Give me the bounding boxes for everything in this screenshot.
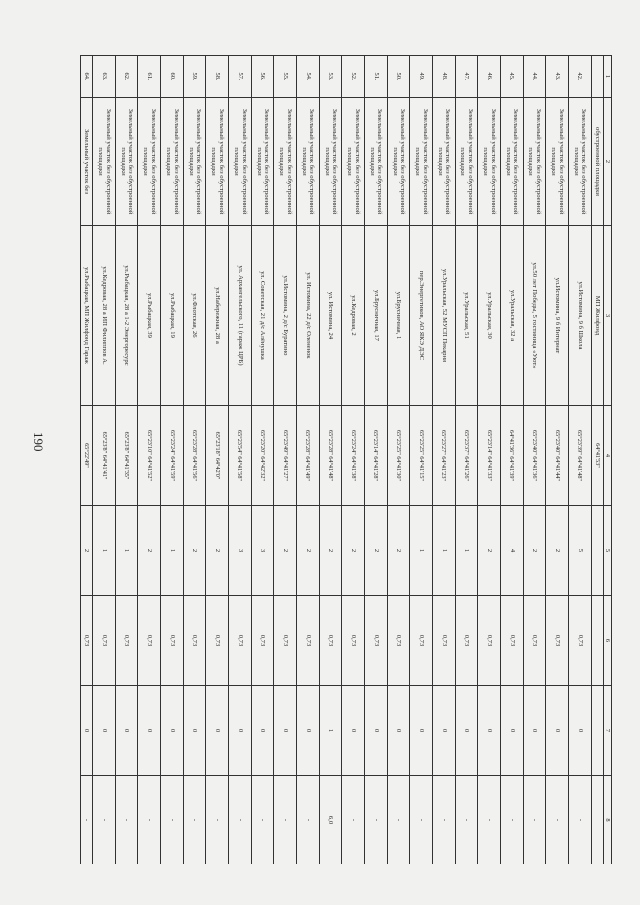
site-type-cell: Земельный участок без обустроенной площадки: [546, 98, 569, 226]
extra-container-count-cell: 0: [546, 686, 569, 776]
container-count-cell: 4: [500, 506, 523, 596]
table-row: [433, 56, 456, 865]
site-address-cell: пер.Энергетиков, АО ЯКЭ ДЭС: [410, 226, 433, 406]
row-number-cell: 55.: [274, 56, 297, 98]
table-row: [319, 56, 342, 865]
container-count-cell: 2: [365, 506, 388, 596]
site-type-cell: Земельный участок без обустроенной площадки: [297, 98, 320, 226]
extra-container-count-cell: 0: [433, 686, 456, 776]
registry-table: [80, 55, 612, 864]
container-volume-cell: 0,73: [251, 596, 274, 686]
registry-table-frame: [80, 55, 612, 864]
row-number-cell: 62.: [115, 56, 138, 98]
site-address-cell: ул.Флотская, 26: [183, 226, 206, 406]
row-number-cell: 57.: [229, 56, 252, 98]
site-address-cell: ул. Истомина, 24: [319, 226, 342, 406]
site-address-cell: ул.Уральская, 30: [478, 226, 501, 406]
extra-container-volume-cell: -: [81, 776, 93, 865]
container-count-cell: 2: [138, 506, 161, 596]
container-count-cell: 3: [229, 506, 252, 596]
container-volume-cell: 0,73: [297, 596, 320, 686]
container-count-cell: 2: [319, 506, 342, 596]
site-type-cell: Земельный участок без обустроенной площадки: [568, 98, 591, 226]
row-number-cell: 47.: [455, 56, 478, 98]
extra-container-volume-cell: -: [206, 776, 229, 865]
container-volume-cell: 0,73: [274, 596, 297, 686]
table-row: [478, 56, 501, 865]
extra-container-volume-cell: -: [115, 776, 138, 865]
coordinates-cell: 65°23'14" 64°41'28": [365, 406, 388, 506]
table-row: [161, 56, 184, 865]
extra-container-count-cell: 0: [568, 686, 591, 776]
extra-container-count-cell: 1: [319, 686, 342, 776]
row-number-cell: 53.: [319, 56, 342, 98]
container-volume-cell: 0,73: [500, 596, 523, 686]
site-type-cell: Земельный участок без: [81, 98, 93, 226]
container-count-cell: 2: [206, 506, 229, 596]
registry-table-rotated: [80, 55, 612, 864]
row-number-cell: 44.: [523, 56, 546, 98]
site-address-cell: МП Жилфонд: [591, 226, 603, 406]
coordinates-cell: 65°23'8" 64°41'41": [93, 406, 116, 506]
site-address-cell: ул.Набережная, 28 а: [206, 226, 229, 406]
coordinates-cell: 65°23'39" 64°41'48": [568, 406, 591, 506]
container-count-cell: 2: [274, 506, 297, 596]
extra-container-count-cell: 0: [500, 686, 523, 776]
site-type-cell: Земельный участок без обустроенной площадки: [523, 98, 546, 226]
extra-container-volume-cell: 6,0: [319, 776, 342, 865]
site-address-cell: ул.Брусничная, 17: [365, 226, 388, 406]
site-address-cell: ул. Советская, 21 д/с Алёнушка: [251, 226, 274, 406]
row-number-cell: 64.: [81, 56, 93, 98]
registry-body: [81, 56, 604, 865]
row-number-cell: [591, 56, 603, 98]
coordinates-cell: 65°23'18" 64°42'0": [206, 406, 229, 506]
extra-container-volume-cell: -: [342, 776, 365, 865]
extra-container-count-cell: 0: [206, 686, 229, 776]
container-count-cell: 1: [410, 506, 433, 596]
coordinates-cell: 65°23'25" 64°41'15": [410, 406, 433, 506]
container-volume-cell: 0,73: [410, 596, 433, 686]
container-count-cell: 1: [93, 506, 116, 596]
header-col-2: 2: [603, 98, 611, 226]
extra-container-volume-cell: -: [297, 776, 320, 865]
extra-container-volume-cell: -: [523, 776, 546, 865]
header-col-3: 3: [603, 226, 611, 406]
site-type-cell: Земельный участок без обустроенной площадки: [342, 98, 365, 226]
table-row: [410, 56, 433, 865]
container-count-cell: 1: [115, 506, 138, 596]
site-type-cell: Земельный участок без обустроенной площадки: [138, 98, 161, 226]
coordinates-cell: 64°41'36" 64°41'39": [500, 406, 523, 506]
table-row: [297, 56, 320, 865]
extra-container-volume-cell: -: [365, 776, 388, 865]
container-count-cell: 2: [297, 506, 320, 596]
container-volume-cell: 0,73: [478, 596, 501, 686]
extra-container-volume-cell: -: [568, 776, 591, 865]
coordinates-cell: 65°23'25" 64°41'30": [387, 406, 410, 506]
container-volume-cell: 0,73: [206, 596, 229, 686]
extra-container-count-cell: 0: [251, 686, 274, 776]
container-count-cell: 2: [183, 506, 206, 596]
site-address-cell: ул.50 лет Победы, 5 гостиница «Уют»: [523, 226, 546, 406]
extra-container-count-cell: 0: [410, 686, 433, 776]
extra-container-count-cell: 0: [138, 686, 161, 776]
coordinates-cell: 65°22'49": [81, 406, 93, 506]
site-address-cell: ул. Архангельского, 11 (гараж ЦРБ): [229, 226, 252, 406]
extra-container-count-cell: 0: [523, 686, 546, 776]
extra-container-volume-cell: -: [455, 776, 478, 865]
table-row: [138, 56, 161, 865]
site-address-cell: ул.Рыбацкая, МП Жилфонд Гараж: [81, 226, 93, 406]
container-volume-cell: 0,73: [93, 596, 116, 686]
extra-container-volume-cell: -: [478, 776, 501, 865]
extra-container-count-cell: 0: [478, 686, 501, 776]
site-type-cell: Земельный участок без обустроенной площадки: [319, 98, 342, 226]
header-col-5: 5: [603, 506, 611, 596]
row-number-cell: 60.: [161, 56, 184, 98]
extra-container-volume-cell: -: [387, 776, 410, 865]
table-row: [206, 56, 229, 865]
extra-container-count-cell: 0: [297, 686, 320, 776]
site-type-cell: Земельный участок без обустроенной площадки: [500, 98, 523, 226]
container-count-cell: [591, 506, 603, 596]
coordinates-cell: 65°23'20" 64°42'32": [251, 406, 274, 506]
container-count-cell: 2: [342, 506, 365, 596]
container-volume-cell: 0,73: [161, 596, 184, 686]
extra-container-volume-cell: -: [274, 776, 297, 865]
extra-container-volume-cell: -: [251, 776, 274, 865]
container-volume-cell: 0,73: [115, 596, 138, 686]
table-row: [546, 56, 569, 865]
row-number-cell: 59.: [183, 56, 206, 98]
coordinates-cell: 65°23'37" 64°41'26": [455, 406, 478, 506]
container-volume-cell: 0,73: [568, 596, 591, 686]
container-volume-cell: 0,73: [183, 596, 206, 686]
coordinates-cell: 65°23'14" 64°41'33": [478, 406, 501, 506]
container-count-cell: 1: [433, 506, 456, 596]
table-row: [183, 56, 206, 865]
extra-container-count-cell: 0: [81, 686, 93, 776]
container-count-cell: 1: [455, 506, 478, 596]
header-col-7: 7: [603, 686, 611, 776]
header-col-8: 8: [603, 776, 611, 865]
site-type-cell: Земельный участок без обустроенной площадки: [115, 98, 138, 226]
extra-container-count-cell: 0: [183, 686, 206, 776]
site-type-cell: Земельный участок без обустроенной площадки: [274, 98, 297, 226]
extra-container-volume-cell: -: [138, 776, 161, 865]
table-row: [455, 56, 478, 865]
site-type-cell: Земельный участок без обустроенной площадки: [183, 98, 206, 226]
row-number-cell: 43.: [546, 56, 569, 98]
row-number-cell: 48.: [433, 56, 456, 98]
table-row: [568, 56, 591, 865]
coordinates-cell: 65°23'40" 64°41'36": [523, 406, 546, 506]
container-volume-cell: 0,73: [365, 596, 388, 686]
site-address-cell: ул.Истомина, 9 б Школа: [568, 226, 591, 406]
extra-container-count-cell: 0: [229, 686, 252, 776]
container-volume-cell: 0,73: [523, 596, 546, 686]
coordinates-cell: 65°23'24" 64°41'38": [342, 406, 365, 506]
row-number-cell: 52.: [342, 56, 365, 98]
site-address-cell: ул.Брусничная, 1: [387, 226, 410, 406]
row-number-cell: 45.: [500, 56, 523, 98]
coordinates-cell: 65°23'28" 64°41'48": [319, 406, 342, 506]
container-volume-cell: 0,73: [455, 596, 478, 686]
extra-container-count-cell: 0: [387, 686, 410, 776]
extra-container-volume-cell: -: [410, 776, 433, 865]
row-number-cell: 46.: [478, 56, 501, 98]
extra-container-volume-cell: -: [183, 776, 206, 865]
extra-container-count-cell: 0: [342, 686, 365, 776]
container-volume-cell: 0,73: [387, 596, 410, 686]
site-address-cell: ул.Рыбацкая, 28 а 1-2 Энергоресурс: [115, 226, 138, 406]
site-type-cell: Земельный участок без обустроенной площадки: [161, 98, 184, 226]
extra-container-volume-cell: -: [500, 776, 523, 865]
table-row: [523, 56, 546, 865]
site-address-cell: ул.Уральская, 51: [455, 226, 478, 406]
site-type-cell: Земельный участок без обустроенной площадки: [410, 98, 433, 226]
container-count-cell: 2: [478, 506, 501, 596]
container-count-cell: 2: [546, 506, 569, 596]
site-type-cell: Земельный участок без обустроенной площадки: [387, 98, 410, 226]
extra-container-count-cell: 0: [93, 686, 116, 776]
row-number-cell: 50.: [387, 56, 410, 98]
site-type-cell: обустроенной площадки: [591, 98, 603, 226]
extra-container-count-cell: 0: [365, 686, 388, 776]
coordinates-cell: 65°23'49" 64°41'27": [274, 406, 297, 506]
header-col-6: 6: [603, 596, 611, 686]
extra-container-count-cell: 0: [274, 686, 297, 776]
row-number-cell: 51.: [365, 56, 388, 98]
container-count-cell: 1: [161, 506, 184, 596]
extra-container-volume-cell: -: [161, 776, 184, 865]
container-volume-cell: [591, 596, 603, 686]
container-volume-cell: 0,73: [433, 596, 456, 686]
coordinates-cell: 65°23'10" 64°41'52": [138, 406, 161, 506]
site-type-cell: Земельный участок без обустроенной площадки: [93, 98, 116, 226]
extra-container-count-cell: 0: [455, 686, 478, 776]
container-volume-cell: 0,73: [229, 596, 252, 686]
site-address-cell: ул. Истомина, 22 д/с Олененок: [297, 226, 320, 406]
container-count-cell: 5: [568, 506, 591, 596]
table-row: [93, 56, 116, 865]
site-type-cell: Земельный участок без обустроенной площадки: [478, 98, 501, 226]
row-number-cell: 61.: [138, 56, 161, 98]
extra-container-volume-cell: [591, 776, 603, 865]
coordinates-cell: 64°41'53": [591, 406, 603, 506]
row-number-cell: 49.: [410, 56, 433, 98]
extra-container-volume-cell: -: [93, 776, 116, 865]
container-volume-cell: 0,73: [138, 596, 161, 686]
row-number-cell: 56.: [251, 56, 274, 98]
table-row: [115, 56, 138, 865]
site-address-cell: ул.Уральская, 32 а: [500, 226, 523, 406]
extra-container-count-cell: 0: [115, 686, 138, 776]
extra-container-count-cell: [591, 686, 603, 776]
site-address-cell: ул.Кедровая, 2: [342, 226, 365, 406]
table-row: [591, 56, 603, 865]
container-count-cell: 2: [523, 506, 546, 596]
table-row: [387, 56, 410, 865]
coordinates-cell: 65°23'54" 64°41'58": [229, 406, 252, 506]
container-volume-cell: 0,73: [342, 596, 365, 686]
header-row: [603, 56, 611, 865]
row-number-cell: 58.: [206, 56, 229, 98]
site-address-cell: ул.Уральская, 52 МУСП Пекарня: [433, 226, 456, 406]
container-count-cell: 2: [81, 506, 93, 596]
site-type-cell: Земельный участок без обустроенной площадки: [229, 98, 252, 226]
table-row: [342, 56, 365, 865]
extra-container-volume-cell: -: [229, 776, 252, 865]
table-row: [251, 56, 274, 865]
site-address-cell: ул.Рыбацкая, 39: [138, 226, 161, 406]
site-address-cell: ул.Истомина, 9 б Интернат: [546, 226, 569, 406]
coordinates-cell: 65°23'27" 64°41'23": [433, 406, 456, 506]
container-volume-cell: 0,73: [546, 596, 569, 686]
table-row: [274, 56, 297, 865]
row-number-cell: 54.: [297, 56, 320, 98]
table-row: [229, 56, 252, 865]
table-row: [500, 56, 523, 865]
coordinates-cell: 65°23'40" 64°41'44": [546, 406, 569, 506]
container-count-cell: 2: [387, 506, 410, 596]
container-count-cell: 3: [251, 506, 274, 596]
site-type-cell: Земельный участок без обустроенной площадки: [206, 98, 229, 226]
container-volume-cell: 0,73: [81, 596, 93, 686]
extra-container-volume-cell: -: [546, 776, 569, 865]
coordinates-cell: 65°23'28" 64°41'56": [183, 406, 206, 506]
site-address-cell: ул.Кедровая, 28 а ИП Филиппов А.: [93, 226, 116, 406]
extra-container-count-cell: 0: [161, 686, 184, 776]
coordinates-cell: 65°23'24" 64°41'59": [161, 406, 184, 506]
site-address-cell: ул.Истомина, 2 д/с Буратино: [274, 226, 297, 406]
site-type-cell: Земельный участок без обустроенной площадки: [455, 98, 478, 226]
coordinates-cell: 65°23'8" 64°41'35": [115, 406, 138, 506]
row-number-cell: 42.: [568, 56, 591, 98]
site-type-cell: Земельный участок без обустроенной площадки: [365, 98, 388, 226]
site-type-cell: Земельный участок без обустроенной площадки: [251, 98, 274, 226]
table-row: [81, 56, 93, 865]
page-number: 190: [31, 432, 46, 452]
header-col-1: 1: [603, 56, 611, 98]
coordinates-cell: 65°23'28" 64°41'49": [297, 406, 320, 506]
extra-container-volume-cell: -: [433, 776, 456, 865]
site-address-cell: ул.Рыбацкая, 19: [161, 226, 184, 406]
container-volume-cell: 0,73: [319, 596, 342, 686]
site-type-cell: Земельный участок без обустроенной площадки: [433, 98, 456, 226]
header-col-4: 4: [603, 406, 611, 506]
row-number-cell: 63.: [93, 56, 116, 98]
table-row: [365, 56, 388, 865]
